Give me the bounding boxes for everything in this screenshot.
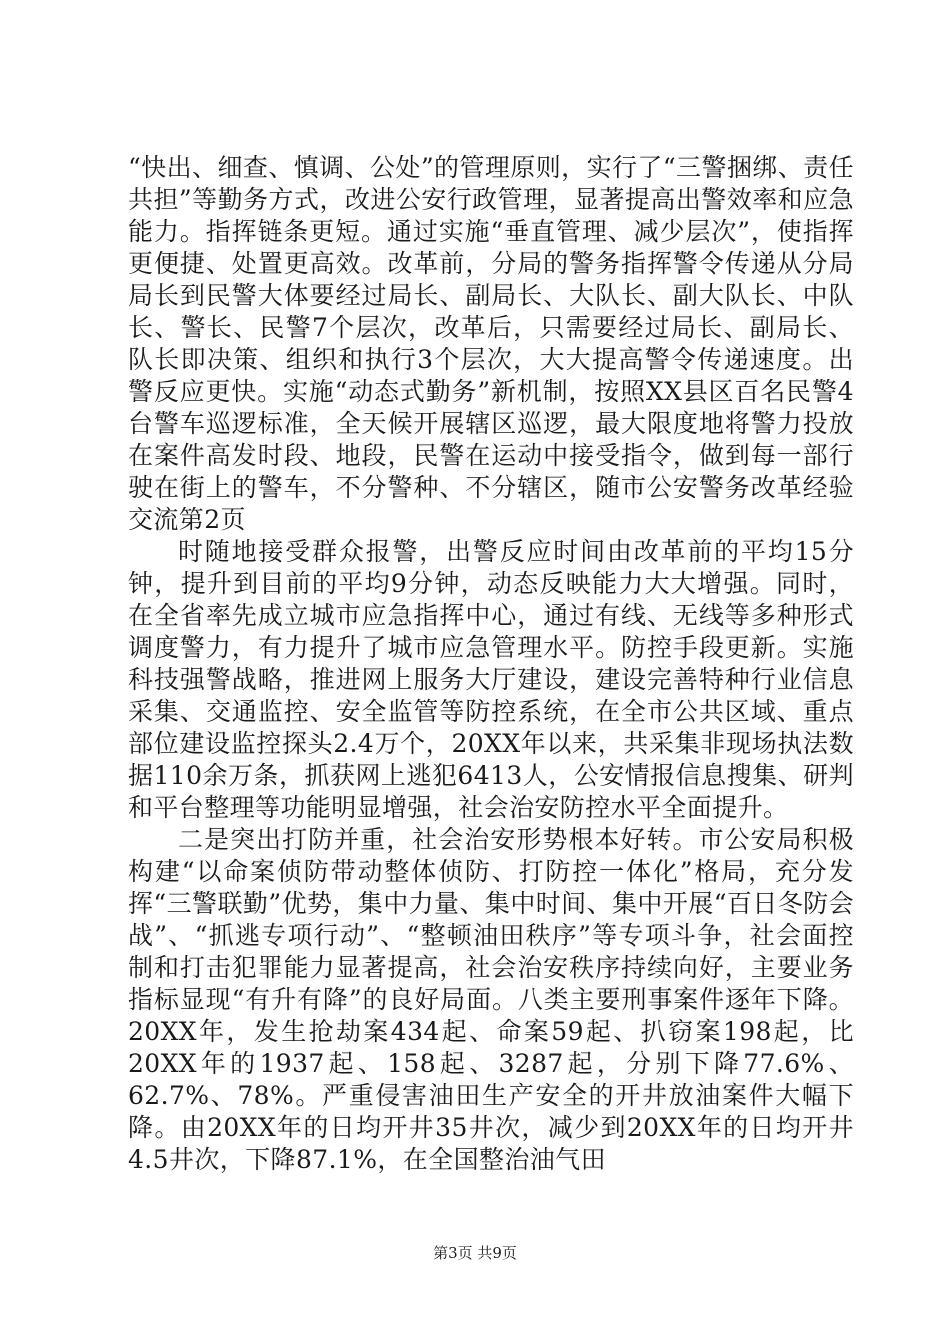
page-footer: 第3页 共9页 (433, 1244, 517, 1262)
paragraph-3: 二是突出打防并重，社会治安形势根本好转。市公安局积极构建“以命案侦防带动整体侦防、打防控一体化”格局，充分发挥“三警联勤”优势，集中力量、集中时间、集中开展“百日冬防会战”、“抓逃专项行动”、“整顿油田秩序”等专项斗争，社会面控制和打击犯罪能力显著提高，社会治安秩序持续向好，主要业务指标显现“有升有降”的良好局面。八类主要刑事案件逐年下降。20XX年，发生抢劫案434起、命案59起、扒窃案198起，比20XX年的1937起、158起、3287起，分别下降77.6%、62.7%、78%。严重侵害油田生产安全的开井放油案件大幅下降。由20XX年的日均开井35井次，减少到20XX年的日均开井4.5井次，下降87.1%，在全国整治油气田 (128, 825, 854, 1174)
paragraph-1: “快出、细查、慎调、公处”的管理原则，实行了“三警捆绑、责任共担”等勤务方式，改进公安行政管理，显著提高出警效率和应急能力。指挥链条更短。通过实施“垂直管理、减少层次”，使指挥更便捷、处置更高效。改革前，分局的警务指挥警令传递从分局局长到民警大体要经过局长、副局长、大队长、副大队长、中队长、警长、民警7个层次，改革后，只需要经过局长、副局长、队长即决策、组织和执行3个层次，大大提高警令传递速度。出警反应更快。实施“动态式勤务”新机制，按照XX县区百名民警4台警车巡逻标准，全天候开展辖区巡逻，最大限度地将警力投放在案件高发时段、地段，民警在运动中接受指令，做到每一部行驶在街上的警车，不分警种、不分辖区，随市公安警务改革经验交流第2页 (128, 153, 854, 534)
document-body (128, 152, 854, 1176)
paragraph-2: 时随地接受群众报警，出警反应时间由改革前的平均15分钟，提升到目前的平均9分钟，动态反映能力大大增强。同时，在全省率先成立城市应急指挥中心，通过有线、无线等多种形式调度警力，有力提升了城市应急管理水平。防控手段更新。实施科技强警战略，推进网上服务大厅建设，建设完善特种行业信息采集、交通监控、安全监管等防控系统，在全市公共区域、重点部位建设监控探头2.4万个，20XX年以来，共采集非现场执法数据110余万条，抓获网上逃犯6413人，公安情报信息搜集、研判和平台整理等功能明显增强，社会治安防控水平全面提升。 (128, 537, 854, 822)
